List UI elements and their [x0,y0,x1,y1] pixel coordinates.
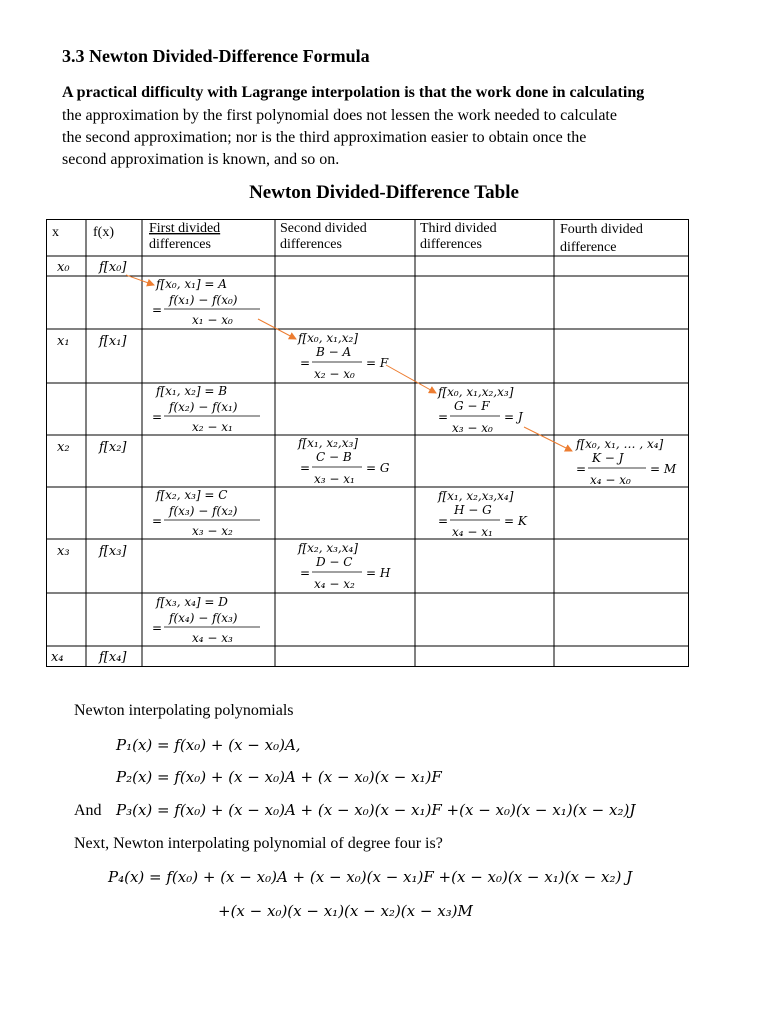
second-divided-denominator: x₃ − x₁ [314,472,355,486]
second-divided-label: f[x₂, x₃,x₄] [298,541,358,555]
polynomials-intro: Newton interpolating polynomials [74,702,294,719]
intro-line-1: A practical difficulty with Lagrange interpolation is that the work done in calculating [62,84,645,101]
third-divided-result: = J [504,410,523,424]
header-third-line1: Third divided [420,221,497,236]
table-title: Newton Divided-Difference Table [249,182,519,203]
first-divided-eq: = [152,621,163,635]
second-divided-label: f[x₁, x₂,x₃] [298,436,358,450]
x-value-0: x₀ [57,260,70,275]
second-divided-numerator: D − C [316,555,353,569]
x-value-1: x₁ [57,334,70,349]
f-value-0: f[x₀] [99,260,127,275]
first-divided-label: f[x₀, x₁] = A [156,277,227,291]
second-divided-denominator: x₂ − x₀ [314,367,355,381]
first-divided-A [152,277,260,327]
second-divided-result: = G [366,461,390,475]
third-divided-K [437,489,528,539]
third-divided-denominator: x₃ − x₀ [452,421,493,435]
third-divided-label: f[x₁, x₂,x₃,x₄] [438,489,514,503]
second-divided-eq: = [300,356,311,370]
third-divided-eq: = [438,514,449,528]
polynomial-p3: P₃(x) = f(x₀) + (x − x₀)A + (x − x₀)(x − x₁)F +(x − x₀)(x − x₁)(x − x₂)J [116,801,636,819]
header-x: x [52,225,59,240]
first-divided-eq: = [152,514,163,528]
header-first-line2: differences [149,237,211,252]
intro-line-3: the second approximation; nor is the third approximation easier to obtain once the [62,129,587,146]
header-fourth-line1: Fourth divided [560,222,643,237]
polynomial-p4-line2: +(x − x₀)(x − x₁)(x − x₂)(x − x₃)M [218,902,473,920]
first-divided-numerator: f(x₄) − f(x₃) [169,611,238,625]
second-divided-eq: = [300,566,311,580]
third-divided-eq: = [438,410,449,424]
f-value-1: f[x₁] [99,334,127,349]
first-divided-B [152,384,260,434]
first-divided-label: f[x₂, x₃] = C [156,488,228,502]
arrow-to-M [524,427,572,451]
third-divided-numerator: G − F [454,399,490,413]
third-divided-denominator: x₄ − x₁ [452,525,493,539]
intro-line-2: the approximation by the first polynomial does not lessen the work needed to calculate [62,107,617,124]
first-divided-D [152,595,260,645]
third-divided-J [437,385,524,435]
first-divided-eq: = [152,303,163,317]
x-value-2: x₂ [57,440,70,455]
second-divided-H [297,541,391,591]
x-value-3: x₃ [57,544,70,559]
first-divided-denominator: x₂ − x₁ [192,420,233,434]
header-third-line2: differences [420,237,482,252]
first-divided-numerator: f(x₃) − f(x₂) [169,504,238,518]
third-divided-numerator: H − G [454,503,492,517]
f-value-3: f[x₃] [99,544,127,559]
divided-difference-table [46,219,689,667]
polynomial-p1: P₁(x) = f(x₀) + (x − x₀)A, [116,736,301,754]
second-divided-numerator: C − B [316,450,352,464]
second-divided-label: f[x₀, x₁,x₂] [298,331,358,345]
degree-four-question: Next, Newton interpolating polynomial of degree four is? [74,835,443,852]
second-divided-eq: = [300,461,311,475]
third-divided-result: = K [504,514,527,528]
second-divided-result: = H [366,566,391,580]
section-title: 3.3 Newton Divided-Difference Formula [62,46,370,66]
header-second-line2: differences [280,237,342,252]
first-divided-label: f[x₃, x₄] = D [156,595,228,609]
header-second-line1: Second divided [280,221,367,236]
f-value-4: f[x₄] [99,650,127,665]
fourth-divided-label: f[x₀, x₁, … , x₄] [576,437,664,451]
first-divided-numerator: f(x₁) − f(x₀) [169,293,238,307]
fourth-divided-eq: = [576,462,587,476]
fourth-divided-M [575,437,677,487]
first-divided-C [152,488,260,538]
polynomial-p2: P₂(x) = f(x₀) + (x − x₀)A + (x − x₀)(x − x₁)F [116,768,442,786]
first-divided-denominator: x₄ − x₃ [192,631,233,645]
second-divided-numerator: B − A [316,345,352,359]
header-fourth-line2: difference [560,240,617,255]
fourth-divided-result: = M [650,462,677,476]
arrow-to-J [386,365,436,393]
second-divided-G [297,436,390,486]
third-divided-label: f[x₀, x₁,x₂,x₃] [438,385,514,399]
x-value-4: x₄ [51,650,64,665]
fourth-divided-denominator: x₄ − x₀ [590,473,631,487]
first-divided-denominator: x₃ − x₂ [192,524,233,538]
first-divided-denominator: x₁ − x₀ [192,313,233,327]
first-divided-numerator: f(x₂) − f(x₁) [169,400,238,414]
second-divided-denominator: x₄ − x₂ [314,577,355,591]
second-divided-result: = F [366,356,389,370]
header-first-line1: First divided [149,221,221,236]
fourth-divided-numerator: K − J [592,451,624,465]
first-divided-label: f[x₁, x₂] = B [156,384,228,398]
f-value-2: f[x₂] [99,440,127,455]
intro-line-4: second approximation is known, and so on. [62,151,340,168]
and-label: And [74,802,102,819]
polynomial-p4-line1: P₄(x) = f(x₀) + (x − x₀)A + (x − x₀)(x − x₁)F +(x − x₀)(x − x₁)(x − x₂) J [108,868,633,886]
header-fx: f(x) [93,225,114,240]
first-divided-eq: = [152,410,163,424]
second-divided-F [297,331,389,381]
